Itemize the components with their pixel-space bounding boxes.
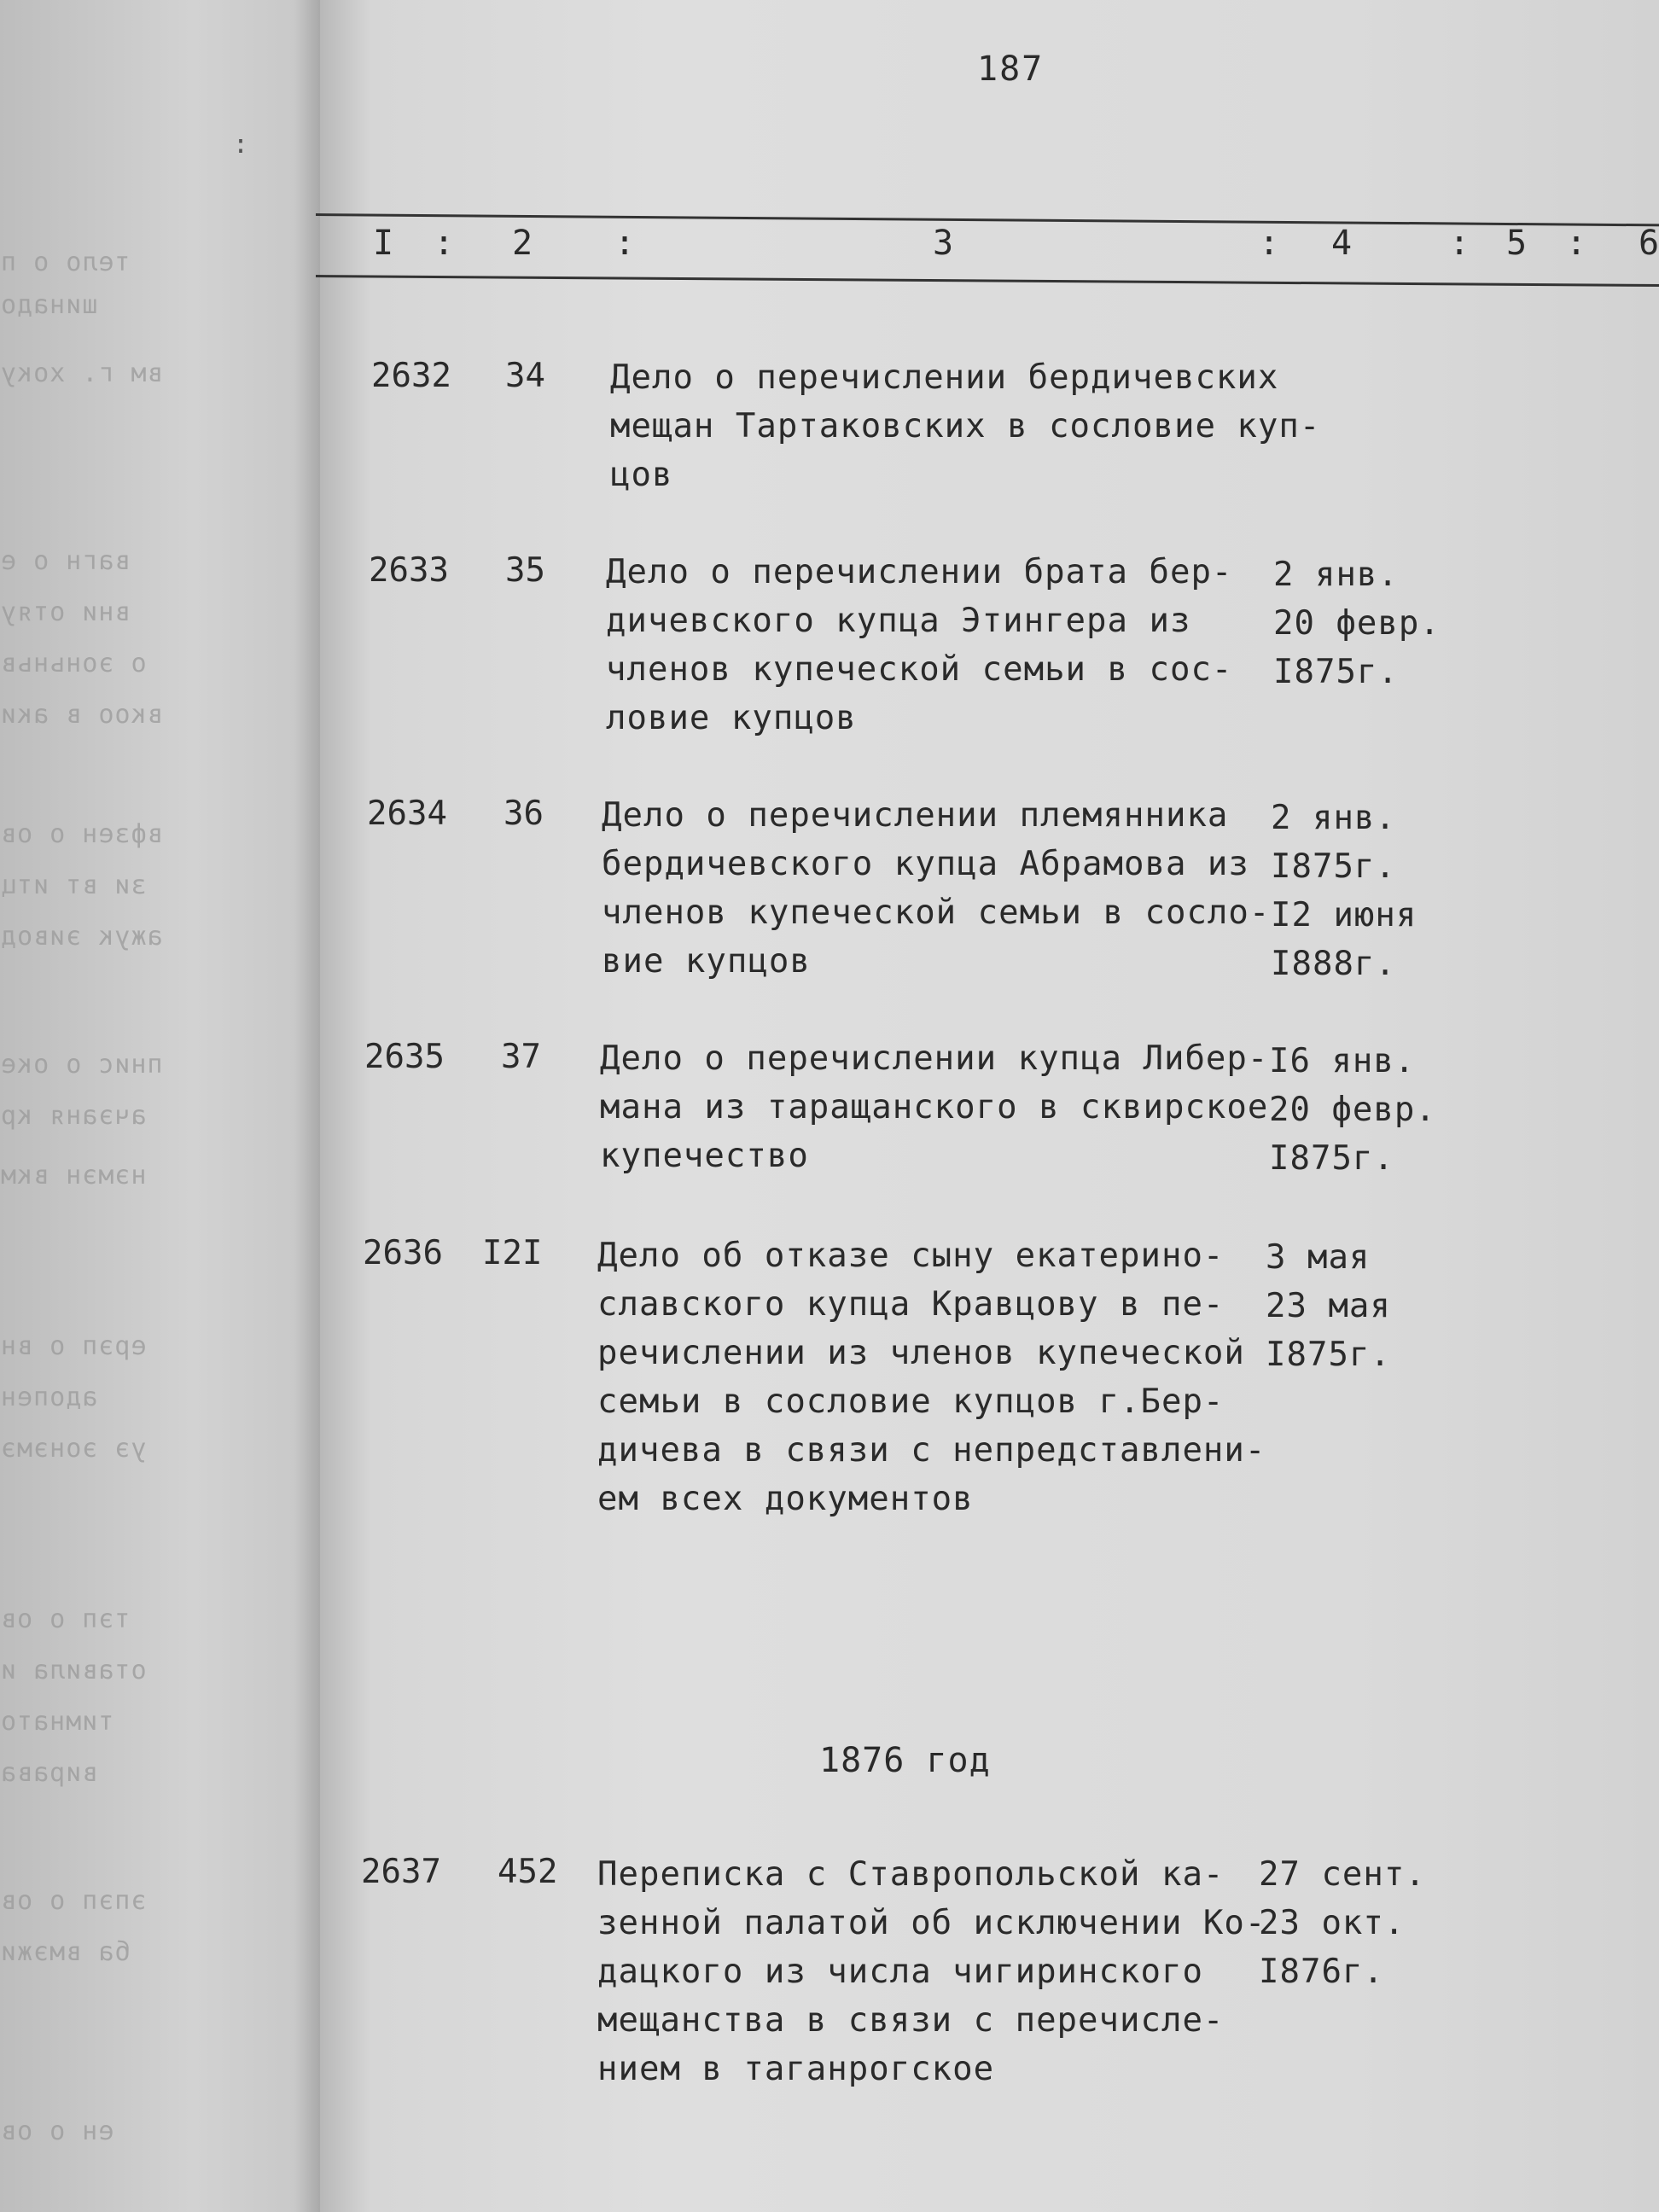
adjacent-page-strip xyxy=(0,0,320,2212)
description-line: ловие купцов xyxy=(606,699,857,737)
description-line: ем всех документов xyxy=(597,1480,974,1518)
entry-description xyxy=(600,1034,1268,1180)
bleed-through-text: ерэп о вн xyxy=(0,1331,147,1361)
date-line: 23 мая xyxy=(1266,1287,1391,1325)
column-header-separator: : xyxy=(1259,224,1280,263)
page-number: 187 xyxy=(977,49,1045,89)
document-page xyxy=(320,0,1659,2212)
column-header-separator: : xyxy=(434,224,455,263)
bleed-through-text: тимнато xyxy=(0,1707,114,1737)
bleed-through-text: тело о п xyxy=(0,247,131,277)
description-line: членов купеческой семьи в сосло- xyxy=(602,894,1271,932)
margin-mark: : xyxy=(233,130,249,160)
entry-code: 35 xyxy=(505,551,545,590)
year-heading: 1876 год xyxy=(819,1741,991,1780)
entry-dates xyxy=(1266,1233,1391,1379)
description-line: мещан Тартаковских в сословие куп- xyxy=(610,407,1321,445)
description-line: бердичевского купца Абрамова из xyxy=(602,845,1249,883)
entry-dates xyxy=(1273,550,1441,696)
entry-number: 2632 xyxy=(371,357,451,395)
column-header-separator: : xyxy=(1566,224,1587,263)
date-line: I875г. xyxy=(1273,653,1399,691)
date-line: 27 сент. xyxy=(1259,1855,1426,1894)
date-line: I6 янв. xyxy=(1269,1042,1416,1080)
column-header-4: 4 xyxy=(1331,224,1353,263)
column-header-6: 6 xyxy=(1639,224,1659,263)
entry-description xyxy=(602,791,1270,986)
entry-code: 34 xyxy=(505,357,545,395)
entry-code: I2I xyxy=(482,1234,543,1272)
entry-description xyxy=(597,1231,1266,1523)
date-line: 20 февр. xyxy=(1269,1091,1436,1129)
date-line: 2 янв. xyxy=(1271,799,1396,837)
description-line: Дело об отказе сыну екатерино- xyxy=(597,1237,1225,1275)
bleed-through-text: зи вт итц xyxy=(0,870,147,900)
entry-description xyxy=(606,548,1232,742)
entry-number: 2637 xyxy=(361,1853,441,1891)
bleed-through-text: ба вмэжи xyxy=(0,1937,131,1967)
description-line: дичевского купца Этингера из xyxy=(606,602,1191,640)
bleed-through-text: вни отяу xyxy=(0,597,131,627)
bleed-through-text: вагн о е xyxy=(0,546,131,576)
description-line: купечество xyxy=(600,1137,809,1175)
description-line: Дело о перечислении брата бер- xyxy=(606,553,1233,591)
bleed-through-text: вфзен о ов xyxy=(0,819,163,849)
entry-number: 2636 xyxy=(363,1234,443,1272)
bleed-through-text: вм г. хоку xyxy=(0,358,163,388)
date-line: I875г. xyxy=(1271,847,1396,886)
column-header-2: 2 xyxy=(512,224,533,263)
description-line: вие купцов xyxy=(602,942,811,981)
column-header-1: I xyxy=(373,224,394,263)
date-line: 2 янв. xyxy=(1273,556,1399,594)
date-line: I875г. xyxy=(1269,1139,1394,1178)
bleed-through-text: ен о ов xyxy=(0,2116,114,2146)
date-line: I2 июня xyxy=(1271,896,1417,934)
date-line: I888г. xyxy=(1271,945,1396,983)
description-line: дацкого из числа чигиринского xyxy=(597,1953,1203,1991)
description-line: членов купеческой семьи в сос- xyxy=(606,650,1233,689)
column-header-5: 5 xyxy=(1506,224,1528,263)
bleed-through-text: уэ эонэмэ xyxy=(0,1434,147,1464)
description-line: Дело о перечислении купца Либер- xyxy=(600,1039,1269,1078)
bleed-through-text: эпэп о ов xyxy=(0,1886,147,1916)
description-line: Дело о перечислении бердичевских xyxy=(610,358,1279,397)
date-line: I875г. xyxy=(1266,1336,1391,1374)
entry-description xyxy=(597,1850,1266,2093)
entry-dates xyxy=(1271,794,1417,988)
bleed-through-text: вкоо в аки xyxy=(0,700,163,730)
bleed-through-text: тэп о ов xyxy=(0,1604,131,1634)
bleed-through-text: пнис о оке xyxy=(0,1050,163,1080)
entry-number: 2634 xyxy=(367,795,447,833)
date-line: 3 мая xyxy=(1266,1238,1371,1277)
entry-code: 36 xyxy=(504,795,544,833)
description-line: дичева в связи с непредставлени- xyxy=(597,1431,1266,1470)
bleed-through-text: отавила и xyxy=(0,1656,147,1685)
bleed-through-text: адопен xyxy=(0,1382,98,1412)
bleed-through-text: нэмэн вкм xyxy=(0,1161,147,1190)
description-line: цов xyxy=(610,456,673,494)
description-line: Переписка с Ставропольской ка- xyxy=(597,1855,1225,1894)
date-line: 23 окт. xyxy=(1259,1904,1406,1942)
entry-dates xyxy=(1259,1850,1426,1996)
column-header-separator: : xyxy=(1449,224,1470,263)
entry-description xyxy=(610,353,1320,499)
description-line: речислении из членов купеческой xyxy=(597,1334,1245,1372)
bleed-through-text: ажук эивод xyxy=(0,922,163,952)
entry-number: 2635 xyxy=(364,1038,445,1076)
description-line: семьи в сословие купцов г.Бер- xyxy=(597,1382,1225,1421)
description-line: мещанства в связи с перечисле- xyxy=(597,2001,1225,2040)
date-line: I876г. xyxy=(1259,1953,1384,1991)
bleed-through-text: шинадо xyxy=(0,290,98,320)
bleed-through-text: о эоньньв xyxy=(0,649,147,678)
bleed-through-text: вирава xyxy=(0,1758,98,1788)
entry-number: 2633 xyxy=(369,551,449,590)
date-line: 20 февр. xyxy=(1273,604,1441,643)
description-line: нием в таганрогское xyxy=(597,2050,995,2088)
description-line: Дело о перечислении племянника xyxy=(602,796,1229,835)
description-line: славского купца Кравцову в пе- xyxy=(597,1285,1225,1324)
entry-code: 452 xyxy=(498,1853,558,1891)
column-header-separator: : xyxy=(614,224,636,263)
bleed-through-text: ачэаня кр xyxy=(0,1101,147,1131)
entry-dates xyxy=(1269,1037,1436,1183)
description-line: зенной палатой об исключении Ко- xyxy=(597,1904,1266,1942)
header-rule-bottom xyxy=(316,275,1659,287)
column-header-3: 3 xyxy=(933,224,954,263)
entry-code: 37 xyxy=(501,1038,541,1076)
description-line: мана из таращанского в сквирское xyxy=(600,1088,1269,1126)
